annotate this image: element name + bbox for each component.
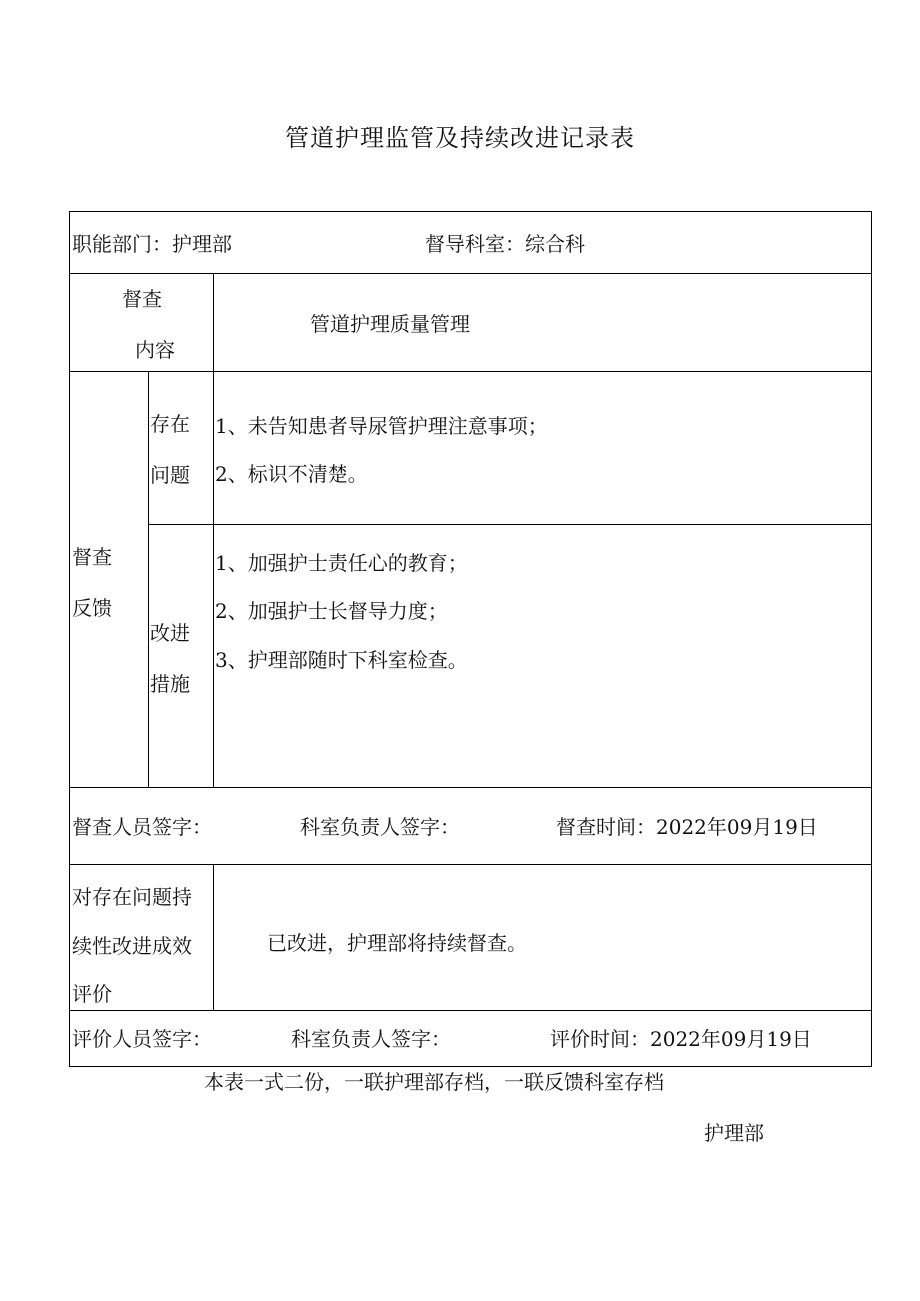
evaluation-label: 续性改进成效 bbox=[72, 934, 192, 958]
content-label: 督查 bbox=[122, 287, 162, 311]
page-title: 管道护理监管及持续改进记录表 bbox=[285, 124, 635, 152]
issues-label: 问题 bbox=[150, 463, 190, 487]
row-divider bbox=[70, 273, 871, 274]
issues-label: 存在 bbox=[150, 412, 190, 436]
footer-issuer: 护理部 bbox=[704, 1121, 764, 1145]
measure-item: 3、护理部随时下科室检查。 bbox=[215, 648, 468, 672]
column-divider bbox=[148, 371, 149, 787]
row-divider bbox=[70, 371, 871, 372]
footer-note: 本表一式二份，一联护理部存档，一联反馈科室存档 bbox=[204, 1070, 664, 1094]
row-divider bbox=[148, 524, 871, 525]
evaluation-time: 评价时间：2022年09月19日 bbox=[550, 1027, 812, 1051]
row-divider bbox=[70, 787, 871, 788]
evaluator-signature: 评价人员签字： bbox=[72, 1027, 212, 1051]
column-divider bbox=[213, 864, 214, 1010]
column-divider bbox=[213, 371, 214, 787]
row-divider bbox=[70, 1010, 871, 1011]
department-field: 职能部门：护理部 bbox=[72, 232, 232, 256]
record-table bbox=[69, 211, 872, 1067]
inspector-signature: 督查人员签字： bbox=[72, 815, 212, 839]
supervising-office-field: 督导科室：综合科 bbox=[425, 232, 585, 256]
measures-label: 措施 bbox=[150, 672, 190, 696]
measure-item: 1、加强护士责任心的教育； bbox=[215, 551, 468, 575]
dept-head-signature: 科室负责人签字： bbox=[300, 815, 460, 839]
measures-label: 改进 bbox=[150, 621, 190, 645]
content-label: 内容 bbox=[135, 338, 175, 362]
inspection-time: 督查时间：2022年09月19日 bbox=[556, 815, 818, 839]
issue-item: 2、标识不清楚。 bbox=[215, 462, 368, 486]
content-value: 管道护理质量管理 bbox=[310, 312, 470, 336]
column-divider bbox=[213, 273, 214, 371]
feedback-label: 反馈 bbox=[72, 596, 112, 620]
evaluation-value: 已改进，护理部将持续督查。 bbox=[267, 931, 527, 955]
measure-item: 2、加强护士长督导力度； bbox=[215, 599, 448, 623]
eval-dept-head-signature: 科室负责人签字： bbox=[291, 1027, 451, 1051]
feedback-label: 督查 bbox=[72, 545, 112, 569]
evaluation-label: 对存在问题持 bbox=[72, 885, 192, 909]
evaluation-label: 评价 bbox=[72, 982, 112, 1006]
issue-item: 1、未告知患者导尿管护理注意事项； bbox=[215, 414, 548, 438]
row-divider bbox=[70, 864, 871, 865]
